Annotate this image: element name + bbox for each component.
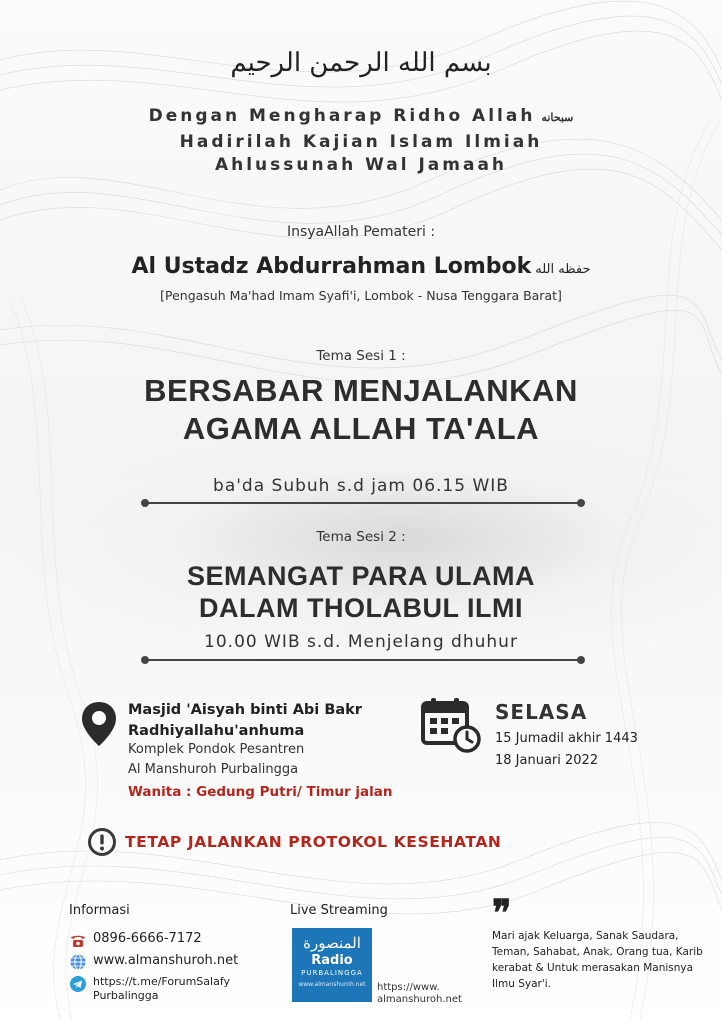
hijri-date: 15 Jumadil akhir 1443 [495,731,638,746]
session1-title-line1: BERSABAR MENJALANKAN [144,373,578,408]
streaming-url-line2: almanshuroh.net [377,994,462,1005]
honorific-subhanahu: سبحانه [541,111,574,124]
bismillah-calligraphy: بسم الله الرحمن الرحيم [230,48,492,78]
intro-line [0,106,722,126]
session1-time: ba'da Subuh s.d jam 06.15 WIB [213,476,509,496]
location-pin-icon [80,700,118,748]
speaker-name-line [0,254,722,279]
phone-icon [69,931,87,949]
session2-time: 10.00 WIB s.d. Menjelang dhuhur [204,632,518,652]
session1-divider [145,502,581,504]
venue-address [128,740,304,780]
venue-address-line2: Al Manshuroh Purbalingga [128,762,299,777]
session2-divider [145,659,581,661]
globe-icon [69,953,87,971]
streaming-url [377,982,462,1006]
session1-title-line2: AGAMA ALLAH TA'ALA [182,411,540,446]
telegram-icon [69,975,87,993]
event-title-line2: Ahlussunah Wal Jamaah [214,155,508,175]
radio-logo-title: Radio [311,953,353,968]
radio-logo-sub: PURBALINGGA [301,969,363,977]
speaker-label: InsyaAllah Pemateri : [286,224,436,240]
event-day: SELASA [495,700,588,724]
invitation-text: Mari ajak Keluarga, Sanak Saudara, Teman, Sahabat, Anak, Orang tua, Karib kerabat & Untuk merasakan Manisnya Ilmu Syar'i. [492,930,703,990]
live-streaming-heading: Live Streaming [290,903,388,918]
venue-address-line1: Komplek Pondok Pesantren [128,742,305,757]
phone-number: 0896-6666-7172 [93,931,202,946]
radio-logo-arabic: المنصورة [303,934,361,952]
phone-row [69,931,202,949]
venue-name [128,700,362,742]
telegram-link [93,975,230,1003]
venue-women-note: Wanita : Gedung Putri/ Timur jalan [128,784,393,800]
calendar-clock-icon [421,697,481,753]
session1-label: Tema Sesi 1 : [316,348,406,364]
session2-label: Tema Sesi 2 : [316,529,406,545]
venue-name-line2: Radhiyallahu'anhuma [128,723,305,739]
session2-title-line1: SEMANGAT PARA ULAMA [187,561,535,591]
session2-title [0,560,722,624]
info-heading: Informasi [69,903,130,918]
session1-title [0,372,722,448]
quote-icon: ❞ [492,892,512,934]
health-protocol-notice: TETAP JALANKAN PROTOKOL KESEHATAN [125,833,502,851]
radio-logo-url: www.almanshuroh.net [298,981,366,988]
session2-title-line2: DALAM THOLABUL ILMI [199,593,523,623]
telegram-link-line2: Purbalingga [93,989,159,1002]
honorific-hafizhahullah: حفظه الله [535,262,591,277]
radio-logo [292,928,372,1002]
intro-text: Dengan Mengharap Ridho Allah [148,106,536,126]
website-row [69,953,238,971]
telegram-row [69,975,230,1003]
venue-name-line1: Masjid 'Aisyah binti Abi Bakr [128,702,362,718]
gregorian-date: 18 Januari 2022 [495,753,599,768]
streaming-url-line1: https://www. [377,982,440,993]
website-url: www.almanshuroh.net [93,953,239,968]
speaker-name: Al Ustadz Abdurrahman Lombok [131,254,532,279]
event-title-line1: Hadirilah Kajian Islam Ilmiah [179,132,543,152]
warning-icon [87,827,117,857]
speaker-affiliation: [Pengasuh Ma'had Imam Syafi'i, Lombok - Nusa Tenggara Barat] [160,288,562,303]
telegram-link-line1: https://t.me/ForumSalafy [93,975,231,988]
